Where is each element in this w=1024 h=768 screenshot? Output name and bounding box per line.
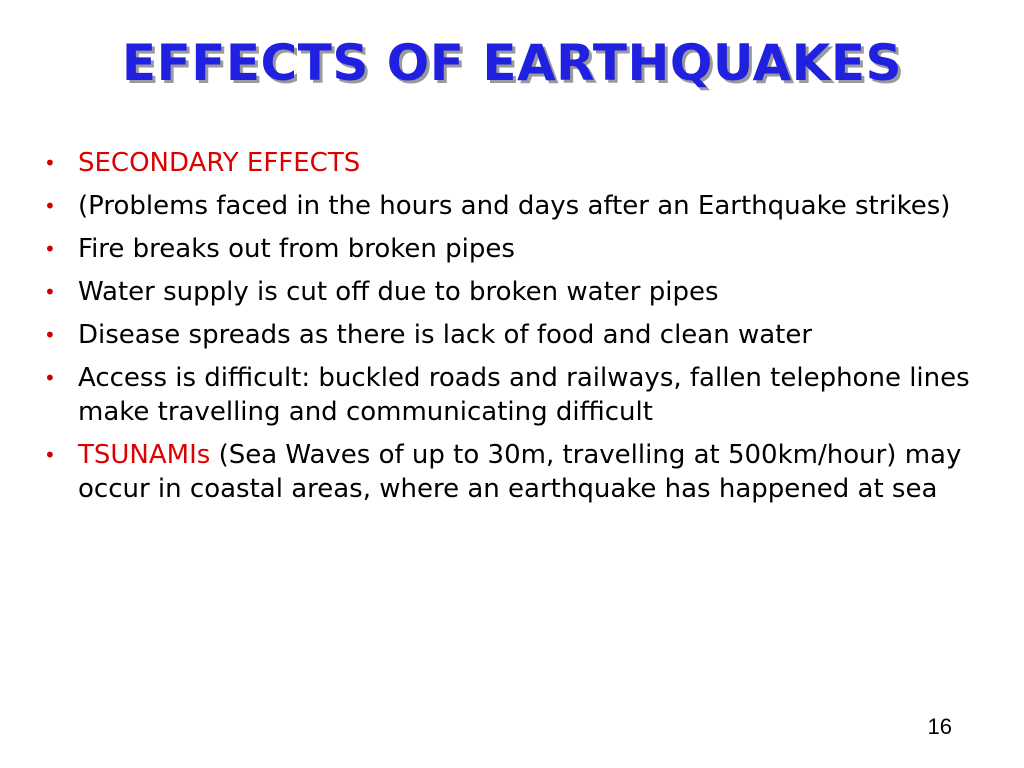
bullet-highlight: SECONDARY EFFECTS — [78, 148, 361, 178]
bullet-dot-icon: • — [44, 443, 56, 467]
bullet-dot-icon: • — [44, 237, 56, 261]
bullet-dot-icon: • — [44, 194, 56, 218]
page-number: 16 — [927, 714, 952, 739]
bullet-dot-icon: • — [44, 151, 56, 175]
bullet-dot-icon: • — [44, 366, 56, 390]
bullet-item — [44, 232, 994, 266]
bullet-item — [44, 361, 994, 429]
bullet-text: Disease spreads as there is lack of food and clean water — [78, 320, 813, 350]
bullet-item — [44, 146, 994, 180]
bullet-item — [44, 318, 994, 352]
bullet-highlight: TSUNAMIs — [78, 440, 211, 470]
bullet-dot-icon: • — [44, 280, 56, 304]
bullet-text: (Sea Waves of up to 30m, travelling at 500km/hour) may occur in coastal areas, where an earthquake has happened at sea — [78, 440, 962, 504]
slide-title: EFFECTS OF EARTHQUAKES — [121, 34, 903, 92]
bullet-item — [44, 275, 994, 309]
bullet-item — [44, 438, 994, 506]
bullet-list — [44, 146, 994, 515]
bullet-text: Fire breaks out from broken pipes — [78, 234, 515, 264]
bullet-text: Water supply is cut off due to broken water pipes — [78, 277, 719, 307]
bullet-dot-icon: • — [44, 323, 56, 347]
bullet-text: (Problems faced in the hours and days after an Earthquake strikes) — [78, 191, 951, 221]
bullet-text: Access is difficult: buckled roads and railways, fallen telephone lines make travelling and communicating difficult — [78, 363, 970, 427]
bullet-item — [44, 189, 994, 223]
